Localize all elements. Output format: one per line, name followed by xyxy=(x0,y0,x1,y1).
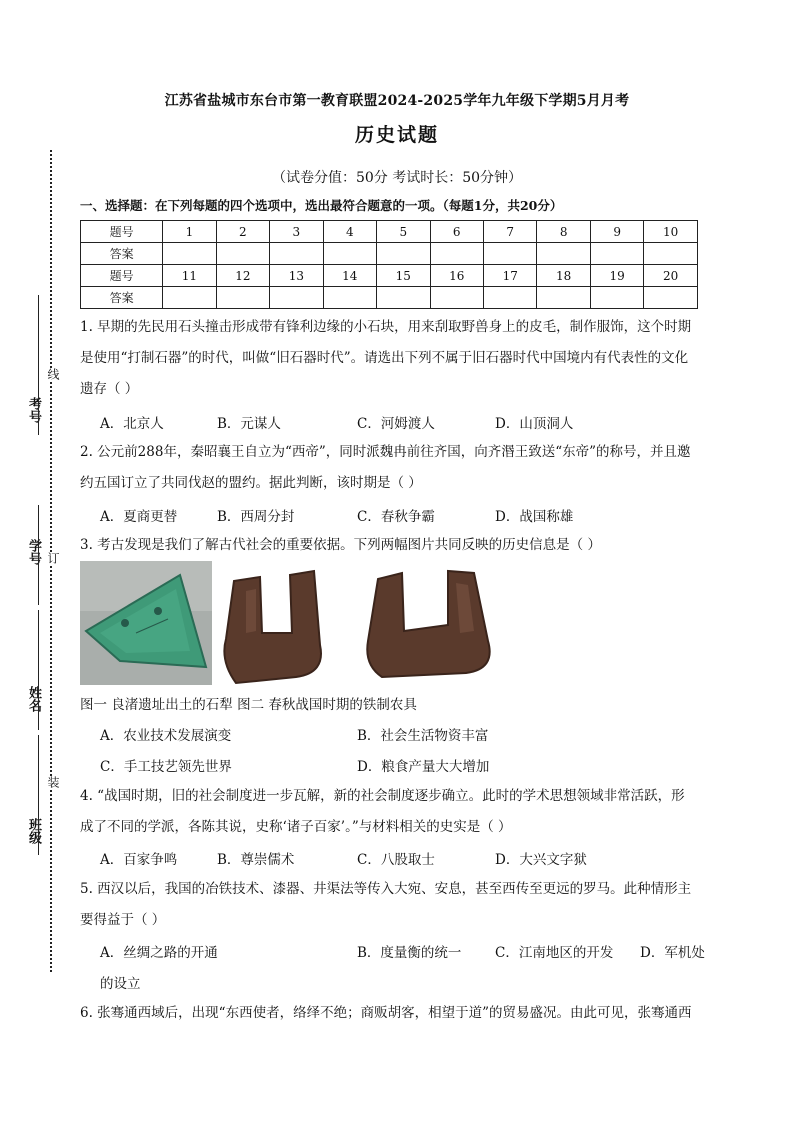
table-row xyxy=(81,287,698,309)
question-5-line: 要得益于（ ） xyxy=(80,912,166,928)
label-banji: 班级 xyxy=(26,818,41,844)
q2-option-a[interactable]: A．夏商更替 xyxy=(100,509,178,525)
table-cell: 7 xyxy=(483,221,536,243)
q2-option-c[interactable]: C．春秋争霸 xyxy=(357,509,435,525)
answer-cell[interactable] xyxy=(483,243,536,265)
field-xingming[interactable] xyxy=(38,610,39,730)
subject-title: 历史试题 xyxy=(354,124,439,146)
answer-cell[interactable] xyxy=(537,243,590,265)
binding-mark-xian: 线 xyxy=(46,368,60,380)
table-row xyxy=(81,221,698,243)
answer-cell[interactable] xyxy=(323,243,376,265)
q1-option-d[interactable]: D．山顶洞人 xyxy=(495,416,574,432)
q3-option-d[interactable]: D．粮食产量大大增加 xyxy=(357,759,490,775)
answer-cell[interactable] xyxy=(377,243,430,265)
question-2-line: 2. 公元前288年，秦昭襄王自立为“西帝”，同时派魏冉前往齐国，向齐湣王致送“东帝”的称号，并且邀 xyxy=(80,444,691,460)
binding-mark-zhuang: 装 xyxy=(46,776,60,788)
label-xuehao: 学号 xyxy=(26,539,41,565)
q5-option-d[interactable]: D．军机处 xyxy=(640,945,705,961)
answer-cell[interactable] xyxy=(483,287,536,309)
exam-info: （试卷分值：50分 考试时长：50分钟） xyxy=(271,170,523,186)
field-xuehao[interactable] xyxy=(38,505,39,605)
answer-cell[interactable] xyxy=(644,243,698,265)
question-4-line: 4. “战国时期，旧的社会制度进一步瓦解，新的社会制度逐步确立。此时的学术思想领域非常活跃，形 xyxy=(80,788,685,804)
binding-mark-ding: 订 xyxy=(46,552,60,564)
image-caption: 图一 良渚遗址出土的石犁 图二 春秋战国时期的铁制农具 xyxy=(80,697,417,713)
question-5-line: 5. 西汉以后，我国的冶铁技术、漆器、井渠法等传入大宛、安息，甚至西传至更远的罗马。此种情形主 xyxy=(80,881,692,897)
answer-cell[interactable] xyxy=(590,287,643,309)
table-cell: 16 xyxy=(430,265,483,287)
answer-cell[interactable] xyxy=(216,243,269,265)
q3-option-a[interactable]: A．农业技术发展演变 xyxy=(100,728,232,744)
table-cell: 15 xyxy=(377,265,430,287)
q5-option-d-tail: 的设立 xyxy=(100,976,141,992)
field-kaohao[interactable] xyxy=(38,295,39,435)
q1-option-a[interactable]: A．北京人 xyxy=(100,416,164,432)
table-cell: 9 xyxy=(590,221,643,243)
table-cell: 5 xyxy=(377,221,430,243)
q1-option-c[interactable]: C．河姆渡人 xyxy=(357,416,435,432)
q2-option-b[interactable]: B．西周分封 xyxy=(217,509,295,525)
table-cell: 题号 xyxy=(81,221,163,243)
answer-cell[interactable] xyxy=(270,243,323,265)
section-heading: 一、选择题：在下列每题的四个选项中，选出最符合题意的一项。（每题1分，共20分） xyxy=(80,198,563,213)
q2-option-d[interactable]: D．战国称雄 xyxy=(495,509,574,525)
answer-cell[interactable] xyxy=(323,287,376,309)
answer-cell[interactable] xyxy=(644,287,698,309)
table-cell: 2 xyxy=(216,221,269,243)
answer-cell[interactable] xyxy=(430,287,483,309)
q5-option-c[interactable]: C．江南地区的开发 xyxy=(495,945,614,961)
exam-title: 江苏省盐城市东台市第一教育联盟2024-2025学年九年级下学期5月月考 xyxy=(164,93,630,109)
question-3-line: 3. 考古发现是我们了解古代社会的重要依据。下列两幅图片共同反映的历史信息是（ ） xyxy=(80,537,601,553)
table-cell: 12 xyxy=(216,265,269,287)
answer-cell[interactable] xyxy=(163,287,216,309)
iron-tools-image xyxy=(216,561,508,685)
answer-cell[interactable] xyxy=(216,287,269,309)
question-6-line: 6. 张骞通西域后，出现“东西使者，络绎不绝；商贩胡客，相望于道”的贸易盛况。由此可见，张骞通西 xyxy=(80,1005,692,1021)
answer-table xyxy=(80,220,698,309)
table-cell: 14 xyxy=(323,265,376,287)
question-1-line: 遗存（ ） xyxy=(80,381,139,397)
table-cell: 答案 xyxy=(81,243,163,265)
table-row xyxy=(81,265,698,287)
q4-option-c[interactable]: C．八股取士 xyxy=(357,852,435,868)
q5-option-b[interactable]: B．度量衡的统一 xyxy=(357,945,462,961)
table-cell: 3 xyxy=(270,221,323,243)
table-cell: 答案 xyxy=(81,287,163,309)
question-4-line: 成了不同的学派，各陈其说，史称‘诸子百家’。”与材料相关的史实是（ ） xyxy=(80,819,512,835)
table-cell: 18 xyxy=(537,265,590,287)
q4-option-b[interactable]: B．尊崇儒术 xyxy=(217,852,295,868)
table-cell: 4 xyxy=(323,221,376,243)
table-cell: 10 xyxy=(644,221,698,243)
table-cell: 8 xyxy=(537,221,590,243)
q4-option-d[interactable]: D．大兴文字狱 xyxy=(495,852,587,868)
answer-cell[interactable] xyxy=(590,243,643,265)
stone-plow-image xyxy=(80,561,212,685)
answer-cell[interactable] xyxy=(537,287,590,309)
q4-option-a[interactable]: A．百家争鸣 xyxy=(100,852,178,868)
answer-cell[interactable] xyxy=(163,243,216,265)
table-cell: 13 xyxy=(270,265,323,287)
question-1-line: 1. 早期的先民用石头撞击形成带有锋利边缘的小石块，用来刮取野兽身上的皮毛，制作服饰，这个时期 xyxy=(80,319,692,335)
field-banji[interactable] xyxy=(38,735,39,855)
q5-option-a[interactable]: A．丝绸之路的开通 xyxy=(100,945,218,961)
answer-cell[interactable] xyxy=(430,243,483,265)
table-cell: 6 xyxy=(430,221,483,243)
answer-cell[interactable] xyxy=(377,287,430,309)
table-cell: 11 xyxy=(163,265,216,287)
q1-option-b[interactable]: B．元谋人 xyxy=(217,416,281,432)
q3-option-b[interactable]: B．社会生活物资丰富 xyxy=(357,728,489,744)
answer-cell[interactable] xyxy=(270,287,323,309)
q3-option-c[interactable]: C．手工技艺领先世界 xyxy=(100,759,232,775)
table-cell: 题号 xyxy=(81,265,163,287)
table-cell: 17 xyxy=(483,265,536,287)
table-row xyxy=(81,243,698,265)
table-cell: 1 xyxy=(163,221,216,243)
table-cell: 19 xyxy=(590,265,643,287)
question-1-line: 是使用“打制石器”的时代，叫做“旧石器时代”。请选出下列不属于旧石器时代中国境内有代表性的文化 xyxy=(80,350,689,366)
label-kaohao: 考号 xyxy=(26,397,41,423)
label-xingming: 姓名 xyxy=(26,686,41,712)
question-2-line: 约五国订立了共同伐赵的盟约。据此判断，该时期是（ ） xyxy=(80,475,422,491)
table-cell: 20 xyxy=(644,265,698,287)
